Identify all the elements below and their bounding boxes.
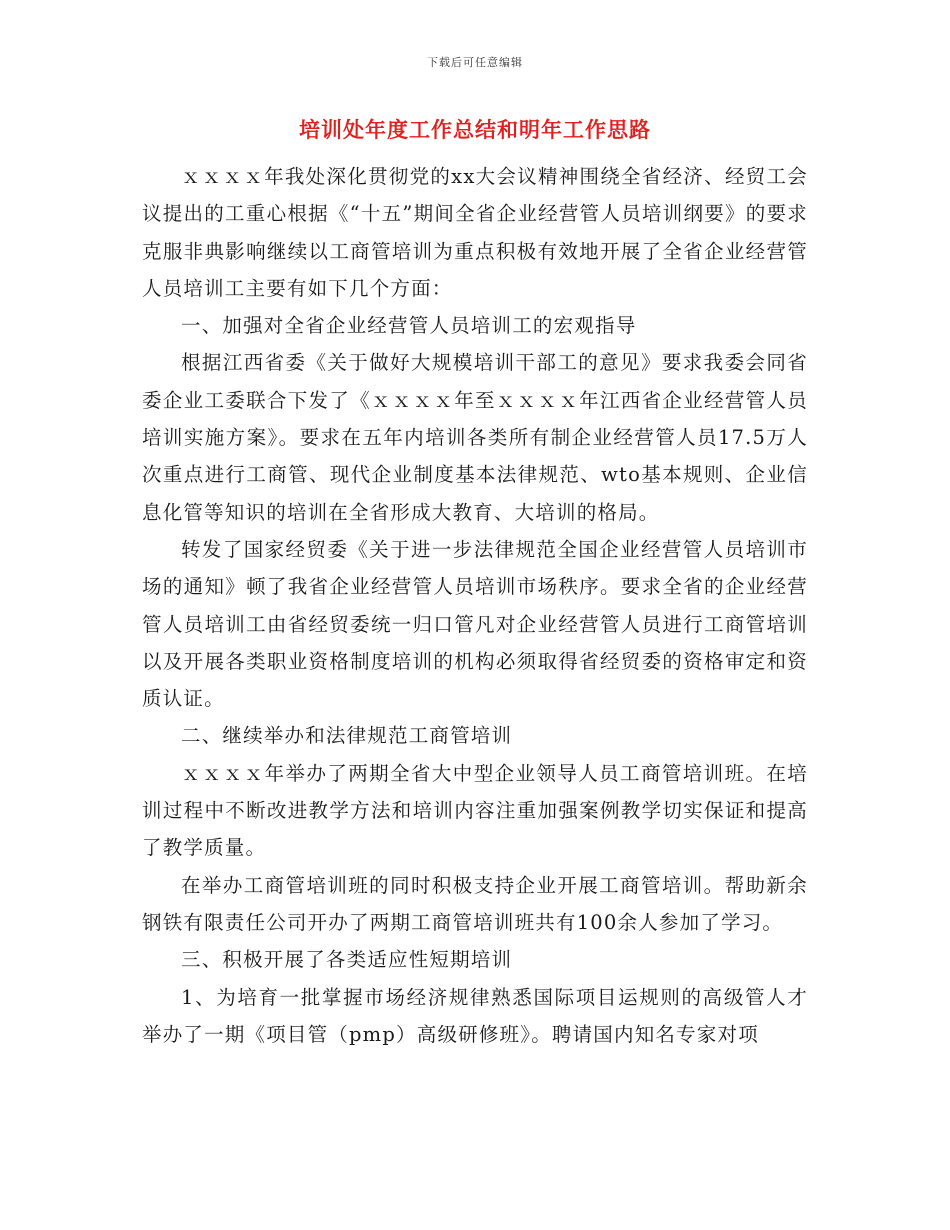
section-heading-2: 二、继续举办和法律规范工商管培训 <box>181 724 513 748</box>
paragraph-2b: 在举办工商管培训班的同时积极支持企业开展工商管培训。帮助新余钢铁有限责任公司开办了两期工商管培训班共有100余人参加了学习。 <box>142 873 808 934</box>
document-title: 培训处年度工作总结和明年工作思路 <box>299 117 651 142</box>
paragraph-1b: 转发了国家经贸委《关于进一步法律规范全国企业经营管人员培训市场的通知》顿了我省企业经营管人员培训市场秩序。要求全省的企业经营管人员培训工由省经贸委统一归口管凡对企业经营管人员进行工商管培训以及开展各类职业资格制度培训的机构必须取得省经贸委的资格审定和资质认证。 <box>142 537 808 711</box>
paragraph-1a: 根据江西省委《关于做好大规模培训干部工的意见》要求我委会同省委企业工委联合下发了《ｘｘｘｘ年至ｘｘｘｘ年江西省企业经营管人员培训实施方案》。要求在五年内培训各类所有制企业经营管人员17.5万人次重点进行工商管、现代企业制度基本法律规范、wto基本规则、企业信息化管等知识的培训在全省形成大教育、大培训的格局。 <box>142 351 808 524</box>
paragraph-3a: 1、为培育一批掌握市场经济规律熟悉国际项目运规则的高级管人才举办了一期《项目管（pmp）高级研修班》。聘请国内知名专家对项 <box>142 985 808 1046</box>
paragraph-2a: ｘｘｘｘ年举办了两期全省大中型企业领导人员工商管培训班。在培训过程中不断改进教学方法和培训内容注重加强案例教学切实保证和提高了教学质量。 <box>142 761 808 860</box>
section-heading-3: 三、积极开展了各类适应性短期培训 <box>181 948 513 972</box>
section-heading-1: 一、加强对全省企业经营管人员培训工的宏观指导 <box>181 314 637 338</box>
document-body <box>142 158 808 1053</box>
header-note: 下载后可任意编辑 <box>427 56 523 69</box>
paragraph-intro: ｘｘｘｘ年我处深化贯彻党的xx大会议精神围绕全省经济、经贸工会议提出的工重心根据《“十五”期间全省企业经营管人员培训纲要》的要求克服非典影响继续以工商管培训为重点积极有效地开展了全省企业经营管人员培训工主要有如下几个方面： <box>142 165 808 300</box>
